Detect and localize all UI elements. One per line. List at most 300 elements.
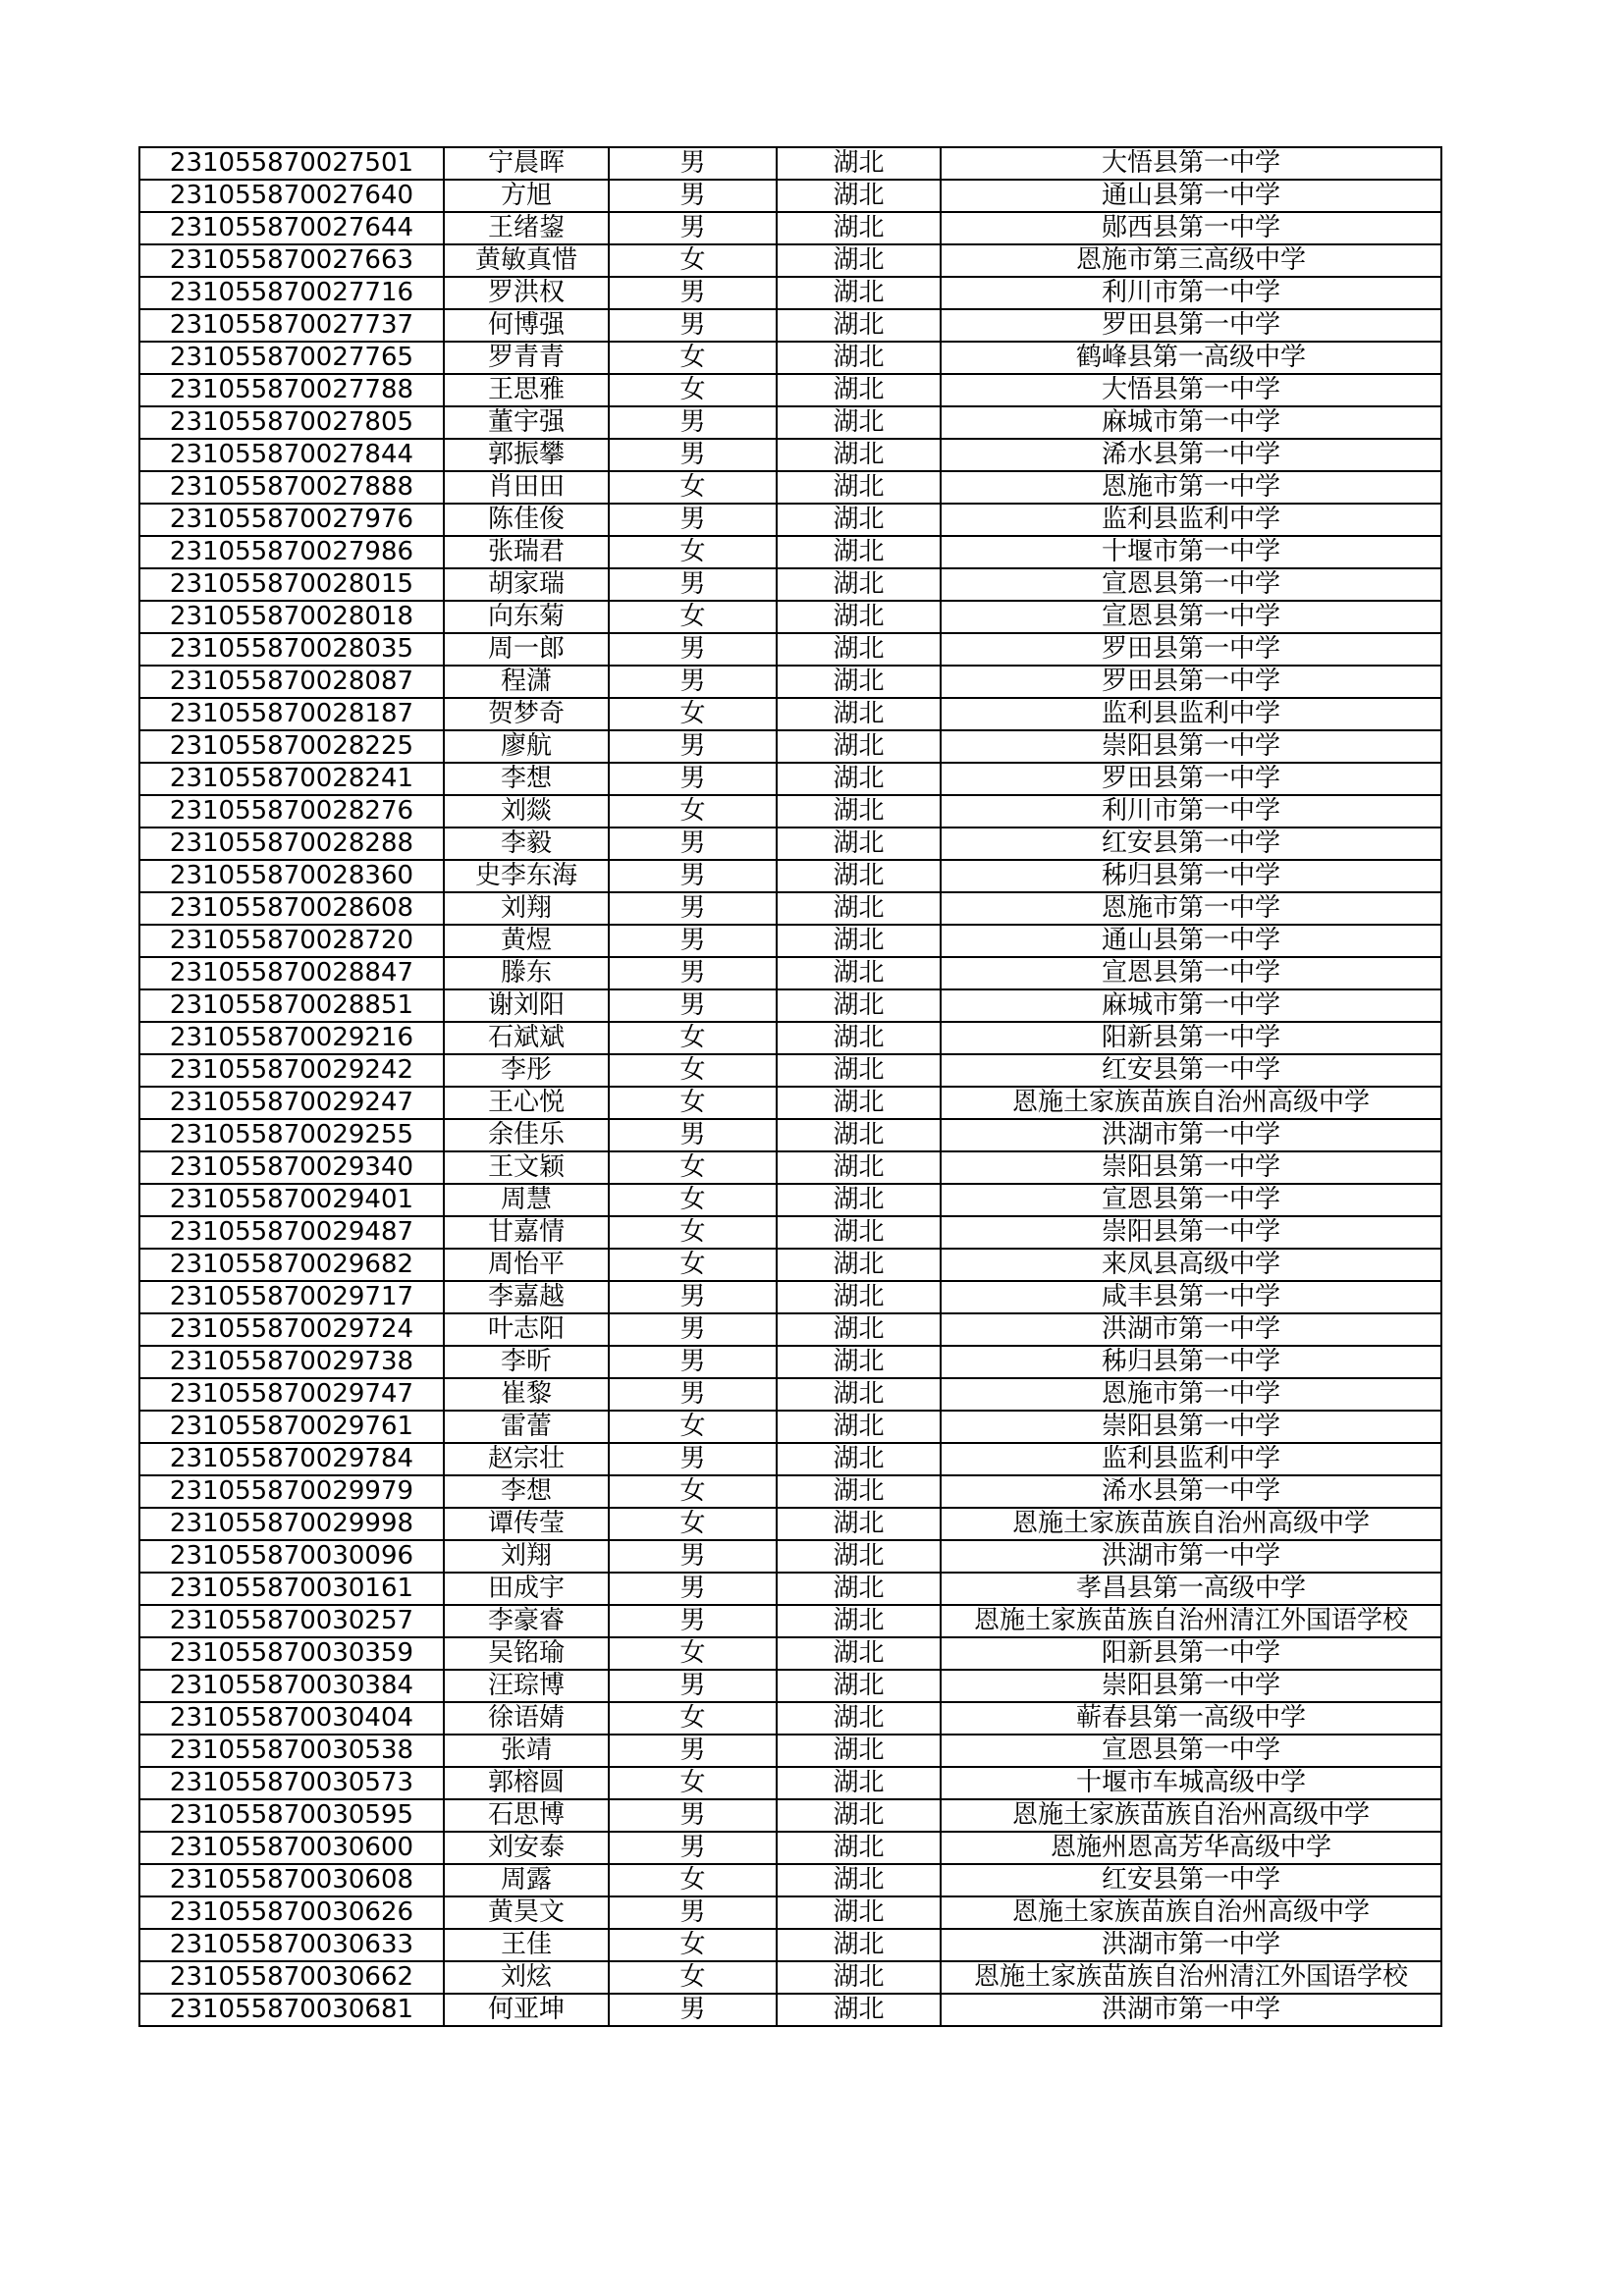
school-cell: 崇阳县第一中学 bbox=[941, 1216, 1441, 1249]
student-name-cell: 程潇 bbox=[444, 666, 609, 698]
school-cell: 大悟县第一中学 bbox=[941, 374, 1441, 406]
province-cell: 湖北 bbox=[777, 1281, 941, 1313]
candidate-id-cell: 231055870027844 bbox=[139, 439, 444, 471]
school-cell: 利川市第一中学 bbox=[941, 795, 1441, 828]
school-cell: 阳新县第一中学 bbox=[941, 1637, 1441, 1670]
table-row bbox=[139, 1864, 1441, 1896]
gender-cell: 男 bbox=[609, 730, 777, 763]
table-row bbox=[139, 1378, 1441, 1411]
student-name-cell: 胡家瑞 bbox=[444, 568, 609, 601]
candidate-id-cell: 231055870028241 bbox=[139, 763, 444, 795]
candidate-id-cell: 231055870028035 bbox=[139, 633, 444, 666]
candidate-id-cell: 231055870030626 bbox=[139, 1896, 444, 1929]
table-row bbox=[139, 1637, 1441, 1670]
school-cell: 通山县第一中学 bbox=[941, 925, 1441, 957]
province-cell: 湖北 bbox=[777, 795, 941, 828]
school-cell: 崇阳县第一中学 bbox=[941, 1411, 1441, 1443]
province-cell: 湖北 bbox=[777, 471, 941, 504]
student-name-cell: 徐语婧 bbox=[444, 1702, 609, 1735]
province-cell: 湖北 bbox=[777, 309, 941, 342]
province-cell: 湖北 bbox=[777, 180, 941, 212]
province-cell: 湖北 bbox=[777, 504, 941, 536]
table-row bbox=[139, 1735, 1441, 1767]
candidate-id-cell: 231055870027640 bbox=[139, 180, 444, 212]
gender-cell: 男 bbox=[609, 1119, 777, 1151]
school-cell: 罗田县第一中学 bbox=[941, 763, 1441, 795]
school-cell: 鹤峰县第一高级中学 bbox=[941, 342, 1441, 374]
school-cell: 麻城市第一中学 bbox=[941, 989, 1441, 1022]
province-cell: 湖北 bbox=[777, 1346, 941, 1378]
school-cell: 十堰市第一中学 bbox=[941, 536, 1441, 568]
student-name-cell: 黄昊文 bbox=[444, 1896, 609, 1929]
school-cell: 恩施土家族苗族自治州高级中学 bbox=[941, 1087, 1441, 1119]
table-row bbox=[139, 1443, 1441, 1475]
school-cell: 浠水县第一中学 bbox=[941, 439, 1441, 471]
province-cell: 湖北 bbox=[777, 1151, 941, 1184]
province-cell: 湖北 bbox=[777, 957, 941, 989]
gender-cell: 男 bbox=[609, 1281, 777, 1313]
school-cell: 浠水县第一中学 bbox=[941, 1475, 1441, 1508]
candidate-id-cell: 231055870028087 bbox=[139, 666, 444, 698]
gender-cell: 男 bbox=[609, 633, 777, 666]
candidate-id-cell: 231055870027663 bbox=[139, 244, 444, 277]
student-name-cell: 刘安泰 bbox=[444, 1832, 609, 1864]
candidate-id-cell: 231055870029717 bbox=[139, 1281, 444, 1313]
gender-cell: 男 bbox=[609, 277, 777, 309]
table-row bbox=[139, 1216, 1441, 1249]
gender-cell: 女 bbox=[609, 1637, 777, 1670]
province-cell: 湖北 bbox=[777, 925, 941, 957]
province-cell: 湖北 bbox=[777, 406, 941, 439]
province-cell: 湖北 bbox=[777, 244, 941, 277]
gender-cell: 女 bbox=[609, 1216, 777, 1249]
province-cell: 湖北 bbox=[777, 730, 941, 763]
gender-cell: 女 bbox=[609, 471, 777, 504]
school-cell: 恩施土家族苗族自治州高级中学 bbox=[941, 1799, 1441, 1832]
gender-cell: 男 bbox=[609, 1670, 777, 1702]
student-name-cell: 王心悦 bbox=[444, 1087, 609, 1119]
province-cell: 湖北 bbox=[777, 1054, 941, 1087]
candidate-id-cell: 231055870030257 bbox=[139, 1605, 444, 1637]
school-cell: 洪湖市第一中学 bbox=[941, 1994, 1441, 2026]
gender-cell: 男 bbox=[609, 1573, 777, 1605]
table-row bbox=[139, 730, 1441, 763]
candidate-id-cell: 231055870029724 bbox=[139, 1313, 444, 1346]
student-name-cell: 周露 bbox=[444, 1864, 609, 1896]
school-cell: 洪湖市第一中学 bbox=[941, 1313, 1441, 1346]
school-cell: 红安县第一中学 bbox=[941, 828, 1441, 860]
table-row bbox=[139, 1022, 1441, 1054]
province-cell: 湖北 bbox=[777, 1670, 941, 1702]
candidate-id-cell: 231055870030662 bbox=[139, 1961, 444, 1994]
school-cell: 阳新县第一中学 bbox=[941, 1022, 1441, 1054]
table-row bbox=[139, 892, 1441, 925]
province-cell: 湖北 bbox=[777, 989, 941, 1022]
school-cell: 利川市第一中学 bbox=[941, 277, 1441, 309]
gender-cell: 女 bbox=[609, 1184, 777, 1216]
table-row bbox=[139, 601, 1441, 633]
gender-cell: 女 bbox=[609, 374, 777, 406]
province-cell: 湖北 bbox=[777, 1702, 941, 1735]
candidate-id-cell: 231055870029979 bbox=[139, 1475, 444, 1508]
table-row bbox=[139, 504, 1441, 536]
gender-cell: 男 bbox=[609, 147, 777, 180]
province-cell: 湖北 bbox=[777, 1313, 941, 1346]
student-name-cell: 史李东海 bbox=[444, 860, 609, 892]
table-row bbox=[139, 633, 1441, 666]
province-cell: 湖北 bbox=[777, 1799, 941, 1832]
candidate-id-cell: 231055870030538 bbox=[139, 1735, 444, 1767]
gender-cell: 男 bbox=[609, 1832, 777, 1864]
student-name-cell: 李嘉越 bbox=[444, 1281, 609, 1313]
gender-cell: 男 bbox=[609, 1735, 777, 1767]
gender-cell: 女 bbox=[609, 1054, 777, 1087]
school-cell: 宣恩县第一中学 bbox=[941, 1184, 1441, 1216]
school-cell: 宣恩县第一中学 bbox=[941, 568, 1441, 601]
table-row bbox=[139, 1087, 1441, 1119]
candidate-id-cell: 231055870029242 bbox=[139, 1054, 444, 1087]
gender-cell: 男 bbox=[609, 180, 777, 212]
student-name-cell: 刘燚 bbox=[444, 795, 609, 828]
student-name-cell: 王绪鋆 bbox=[444, 212, 609, 244]
candidate-id-cell: 231055870030384 bbox=[139, 1670, 444, 1702]
student-name-cell: 吴铭瑜 bbox=[444, 1637, 609, 1670]
province-cell: 湖北 bbox=[777, 1832, 941, 1864]
school-cell: 恩施土家族苗族自治州清江外国语学校 bbox=[941, 1961, 1441, 1994]
school-cell: 红安县第一中学 bbox=[941, 1054, 1441, 1087]
gender-cell: 男 bbox=[609, 1540, 777, 1573]
school-cell: 秭归县第一中学 bbox=[941, 1346, 1441, 1378]
student-name-cell: 贺梦奇 bbox=[444, 698, 609, 730]
table-row bbox=[139, 180, 1441, 212]
student-name-cell: 谭传莹 bbox=[444, 1508, 609, 1540]
candidate-id-cell: 231055870029682 bbox=[139, 1249, 444, 1281]
school-cell: 十堰市车城高级中学 bbox=[941, 1767, 1441, 1799]
table-row bbox=[139, 763, 1441, 795]
candidate-id-cell: 231055870027765 bbox=[139, 342, 444, 374]
table-row bbox=[139, 1411, 1441, 1443]
province-cell: 湖北 bbox=[777, 1961, 941, 1994]
student-name-cell: 刘炫 bbox=[444, 1961, 609, 1994]
candidate-id-cell: 231055870029998 bbox=[139, 1508, 444, 1540]
school-cell: 咸丰县第一中学 bbox=[941, 1281, 1441, 1313]
school-cell: 罗田县第一中学 bbox=[941, 666, 1441, 698]
gender-cell: 男 bbox=[609, 1313, 777, 1346]
table-row bbox=[139, 1281, 1441, 1313]
school-cell: 红安县第一中学 bbox=[941, 1864, 1441, 1896]
roster-body bbox=[139, 147, 1441, 2026]
candidate-id-cell: 231055870027986 bbox=[139, 536, 444, 568]
table-row bbox=[139, 1961, 1441, 1994]
gender-cell: 女 bbox=[609, 1087, 777, 1119]
table-row bbox=[139, 1929, 1441, 1961]
table-row bbox=[139, 1184, 1441, 1216]
student-name-cell: 罗洪权 bbox=[444, 277, 609, 309]
student-name-cell: 方旭 bbox=[444, 180, 609, 212]
school-cell: 宣恩县第一中学 bbox=[941, 601, 1441, 633]
school-cell: 洪湖市第一中学 bbox=[941, 1119, 1441, 1151]
candidate-id-cell: 231055870028608 bbox=[139, 892, 444, 925]
table-row bbox=[139, 1508, 1441, 1540]
table-row bbox=[139, 277, 1441, 309]
student-name-cell: 李想 bbox=[444, 763, 609, 795]
school-cell: 蕲春县第一高级中学 bbox=[941, 1702, 1441, 1735]
candidate-id-cell: 231055870027805 bbox=[139, 406, 444, 439]
gender-cell: 男 bbox=[609, 925, 777, 957]
school-cell: 恩施市第三高级中学 bbox=[941, 244, 1441, 277]
table-row bbox=[139, 439, 1441, 471]
province-cell: 湖北 bbox=[777, 892, 941, 925]
table-row bbox=[139, 1573, 1441, 1605]
table-row bbox=[139, 1119, 1441, 1151]
student-name-cell: 董宇强 bbox=[444, 406, 609, 439]
school-cell: 宣恩县第一中学 bbox=[941, 957, 1441, 989]
student-name-cell: 崔黎 bbox=[444, 1378, 609, 1411]
province-cell: 湖北 bbox=[777, 1994, 941, 2026]
gender-cell: 男 bbox=[609, 666, 777, 698]
student-name-cell: 周一郎 bbox=[444, 633, 609, 666]
province-cell: 湖北 bbox=[777, 1475, 941, 1508]
table-row bbox=[139, 666, 1441, 698]
gender-cell: 男 bbox=[609, 568, 777, 601]
candidate-id-cell: 231055870029247 bbox=[139, 1087, 444, 1119]
table-row bbox=[139, 1346, 1441, 1378]
gender-cell: 男 bbox=[609, 860, 777, 892]
gender-cell: 女 bbox=[609, 1249, 777, 1281]
school-cell: 崇阳县第一中学 bbox=[941, 1151, 1441, 1184]
gender-cell: 女 bbox=[609, 1702, 777, 1735]
province-cell: 湖北 bbox=[777, 1767, 941, 1799]
school-cell: 郧西县第一中学 bbox=[941, 212, 1441, 244]
student-name-cell: 张靖 bbox=[444, 1735, 609, 1767]
table-row bbox=[139, 244, 1441, 277]
province-cell: 湖北 bbox=[777, 374, 941, 406]
table-row bbox=[139, 989, 1441, 1022]
table-row bbox=[139, 1702, 1441, 1735]
student-name-cell: 叶志阳 bbox=[444, 1313, 609, 1346]
student-name-cell: 郭榕圆 bbox=[444, 1767, 609, 1799]
candidate-id-cell: 231055870030608 bbox=[139, 1864, 444, 1896]
candidate-id-cell: 231055870028847 bbox=[139, 957, 444, 989]
table-row bbox=[139, 1832, 1441, 1864]
school-cell: 恩施土家族苗族自治州清江外国语学校 bbox=[941, 1605, 1441, 1637]
candidate-id-cell: 231055870029761 bbox=[139, 1411, 444, 1443]
gender-cell: 男 bbox=[609, 1799, 777, 1832]
student-name-cell: 王文颖 bbox=[444, 1151, 609, 1184]
table-row bbox=[139, 828, 1441, 860]
province-cell: 湖北 bbox=[777, 633, 941, 666]
table-row bbox=[139, 1475, 1441, 1508]
student-name-cell: 石思博 bbox=[444, 1799, 609, 1832]
student-name-cell: 雷蕾 bbox=[444, 1411, 609, 1443]
candidate-id-cell: 231055870028851 bbox=[139, 989, 444, 1022]
gender-cell: 女 bbox=[609, 601, 777, 633]
table-row bbox=[139, 795, 1441, 828]
table-row bbox=[139, 860, 1441, 892]
province-cell: 湖北 bbox=[777, 1735, 941, 1767]
student-name-cell: 黄敏真惜 bbox=[444, 244, 609, 277]
student-name-cell: 李昕 bbox=[444, 1346, 609, 1378]
province-cell: 湖北 bbox=[777, 1184, 941, 1216]
school-cell: 通山县第一中学 bbox=[941, 180, 1441, 212]
student-name-cell: 刘翔 bbox=[444, 892, 609, 925]
table-row bbox=[139, 1896, 1441, 1929]
gender-cell: 女 bbox=[609, 342, 777, 374]
gender-cell: 男 bbox=[609, 1378, 777, 1411]
gender-cell: 男 bbox=[609, 439, 777, 471]
student-name-cell: 何博强 bbox=[444, 309, 609, 342]
student-name-cell: 李豪睿 bbox=[444, 1605, 609, 1637]
province-cell: 湖北 bbox=[777, 860, 941, 892]
spreadsheet-page bbox=[138, 146, 1440, 2027]
school-cell: 恩施土家族苗族自治州高级中学 bbox=[941, 1508, 1441, 1540]
student-name-cell: 田成宇 bbox=[444, 1573, 609, 1605]
province-cell: 湖北 bbox=[777, 1216, 941, 1249]
table-row bbox=[139, 471, 1441, 504]
school-cell: 罗田县第一中学 bbox=[941, 633, 1441, 666]
gender-cell: 女 bbox=[609, 536, 777, 568]
gender-cell: 女 bbox=[609, 698, 777, 730]
school-cell: 孝昌县第一高级中学 bbox=[941, 1573, 1441, 1605]
candidate-id-cell: 231055870030633 bbox=[139, 1929, 444, 1961]
province-cell: 湖北 bbox=[777, 828, 941, 860]
student-name-cell: 赵宗壮 bbox=[444, 1443, 609, 1475]
school-cell: 大悟县第一中学 bbox=[941, 147, 1441, 180]
gender-cell: 男 bbox=[609, 1994, 777, 2026]
province-cell: 湖北 bbox=[777, 439, 941, 471]
province-cell: 湖北 bbox=[777, 763, 941, 795]
province-cell: 湖北 bbox=[777, 1540, 941, 1573]
student-name-cell: 向东菊 bbox=[444, 601, 609, 633]
province-cell: 湖北 bbox=[777, 666, 941, 698]
gender-cell: 男 bbox=[609, 406, 777, 439]
student-name-cell: 余佳乐 bbox=[444, 1119, 609, 1151]
candidate-id-cell: 231055870028276 bbox=[139, 795, 444, 828]
gender-cell: 女 bbox=[609, 1961, 777, 1994]
province-cell: 湖北 bbox=[777, 1249, 941, 1281]
province-cell: 湖北 bbox=[777, 1119, 941, 1151]
school-cell: 来凤县高级中学 bbox=[941, 1249, 1441, 1281]
gender-cell: 男 bbox=[609, 957, 777, 989]
candidate-id-cell: 231055870030359 bbox=[139, 1637, 444, 1670]
school-cell: 洪湖市第一中学 bbox=[941, 1929, 1441, 1961]
province-cell: 湖北 bbox=[777, 536, 941, 568]
candidate-id-cell: 231055870029216 bbox=[139, 1022, 444, 1054]
candidate-id-cell: 231055870028187 bbox=[139, 698, 444, 730]
candidate-id-cell: 231055870028288 bbox=[139, 828, 444, 860]
candidate-id-cell: 231055870030404 bbox=[139, 1702, 444, 1735]
school-cell: 监利县监利中学 bbox=[941, 698, 1441, 730]
candidate-id-cell: 231055870030595 bbox=[139, 1799, 444, 1832]
student-name-cell: 王佳 bbox=[444, 1929, 609, 1961]
province-cell: 湖北 bbox=[777, 1378, 941, 1411]
candidate-id-cell: 231055870028225 bbox=[139, 730, 444, 763]
gender-cell: 女 bbox=[609, 1151, 777, 1184]
candidate-id-cell: 231055870027888 bbox=[139, 471, 444, 504]
student-name-cell: 石斌斌 bbox=[444, 1022, 609, 1054]
gender-cell: 女 bbox=[609, 1929, 777, 1961]
province-cell: 湖北 bbox=[777, 1411, 941, 1443]
table-row bbox=[139, 147, 1441, 180]
gender-cell: 女 bbox=[609, 1864, 777, 1896]
table-row bbox=[139, 1799, 1441, 1832]
candidate-id-cell: 231055870028720 bbox=[139, 925, 444, 957]
gender-cell: 女 bbox=[609, 244, 777, 277]
school-cell: 恩施土家族苗族自治州高级中学 bbox=[941, 1896, 1441, 1929]
candidate-id-cell: 231055870028360 bbox=[139, 860, 444, 892]
candidate-id-cell: 231055870029747 bbox=[139, 1378, 444, 1411]
province-cell: 湖北 bbox=[777, 1896, 941, 1929]
student-name-cell: 刘翔 bbox=[444, 1540, 609, 1573]
province-cell: 湖北 bbox=[777, 1443, 941, 1475]
school-cell: 恩施市第一中学 bbox=[941, 471, 1441, 504]
gender-cell: 男 bbox=[609, 1605, 777, 1637]
student-name-cell: 黄煜 bbox=[444, 925, 609, 957]
candidate-id-cell: 231055870030681 bbox=[139, 1994, 444, 2026]
table-row bbox=[139, 1313, 1441, 1346]
school-cell: 崇阳县第一中学 bbox=[941, 730, 1441, 763]
gender-cell: 男 bbox=[609, 892, 777, 925]
candidate-id-cell: 231055870030161 bbox=[139, 1573, 444, 1605]
student-name-cell: 周慧 bbox=[444, 1184, 609, 1216]
student-name-cell: 甘嘉情 bbox=[444, 1216, 609, 1249]
table-row bbox=[139, 1249, 1441, 1281]
table-row bbox=[139, 568, 1441, 601]
student-roster-table bbox=[138, 146, 1442, 2027]
province-cell: 湖北 bbox=[777, 147, 941, 180]
table-row bbox=[139, 536, 1441, 568]
student-name-cell: 罗青青 bbox=[444, 342, 609, 374]
candidate-id-cell: 231055870029784 bbox=[139, 1443, 444, 1475]
candidate-id-cell: 231055870029340 bbox=[139, 1151, 444, 1184]
school-cell: 监利县监利中学 bbox=[941, 504, 1441, 536]
province-cell: 湖北 bbox=[777, 1605, 941, 1637]
table-row bbox=[139, 342, 1441, 374]
student-name-cell: 滕东 bbox=[444, 957, 609, 989]
gender-cell: 男 bbox=[609, 828, 777, 860]
table-row bbox=[139, 957, 1441, 989]
candidate-id-cell: 231055870029487 bbox=[139, 1216, 444, 1249]
table-row bbox=[139, 406, 1441, 439]
student-name-cell: 张瑞君 bbox=[444, 536, 609, 568]
candidate-id-cell: 231055870027644 bbox=[139, 212, 444, 244]
school-cell: 恩施市第一中学 bbox=[941, 892, 1441, 925]
table-row bbox=[139, 1151, 1441, 1184]
candidate-id-cell: 231055870028018 bbox=[139, 601, 444, 633]
gender-cell: 男 bbox=[609, 212, 777, 244]
province-cell: 湖北 bbox=[777, 1087, 941, 1119]
student-name-cell: 谢刘阳 bbox=[444, 989, 609, 1022]
student-name-cell: 周怡平 bbox=[444, 1249, 609, 1281]
gender-cell: 男 bbox=[609, 1896, 777, 1929]
candidate-id-cell: 231055870030600 bbox=[139, 1832, 444, 1864]
student-name-cell: 李彤 bbox=[444, 1054, 609, 1087]
candidate-id-cell: 231055870027716 bbox=[139, 277, 444, 309]
student-name-cell: 李想 bbox=[444, 1475, 609, 1508]
school-cell: 麻城市第一中学 bbox=[941, 406, 1441, 439]
province-cell: 湖北 bbox=[777, 212, 941, 244]
province-cell: 湖北 bbox=[777, 277, 941, 309]
school-cell: 秭归县第一中学 bbox=[941, 860, 1441, 892]
student-name-cell: 肖田田 bbox=[444, 471, 609, 504]
province-cell: 湖北 bbox=[777, 1573, 941, 1605]
province-cell: 湖北 bbox=[777, 601, 941, 633]
gender-cell: 男 bbox=[609, 763, 777, 795]
province-cell: 湖北 bbox=[777, 568, 941, 601]
candidate-id-cell: 231055870030096 bbox=[139, 1540, 444, 1573]
table-row bbox=[139, 925, 1441, 957]
province-cell: 湖北 bbox=[777, 698, 941, 730]
